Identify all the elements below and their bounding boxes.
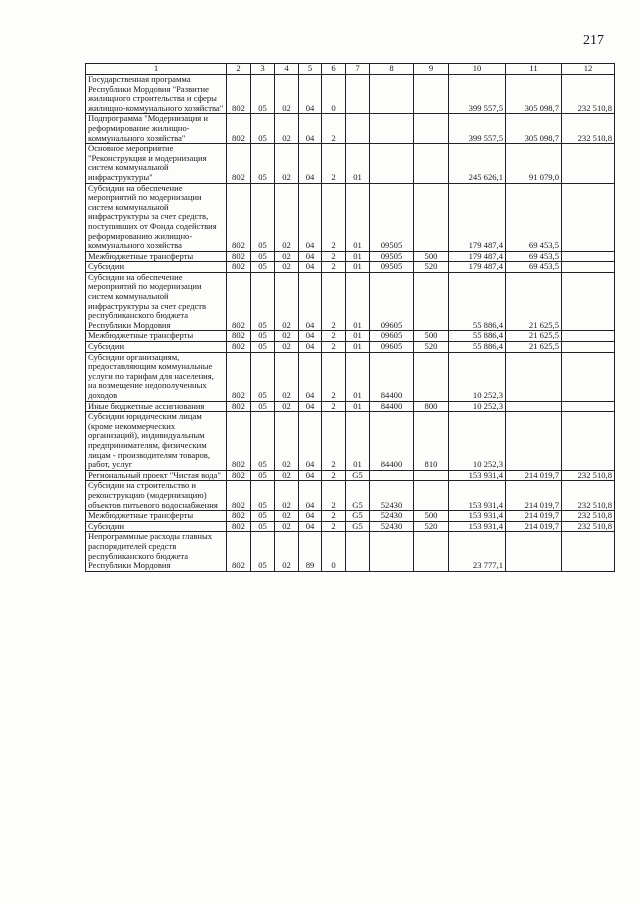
table-row [86, 183, 615, 251]
measure-code: 01 [346, 272, 370, 331]
chapter-code: 802 [227, 342, 251, 353]
direction-code: 09605 [370, 342, 414, 353]
subprogram-code: 0 [322, 532, 346, 571]
direction-code: 52430 [370, 521, 414, 532]
amount-year-2: 69 453,5 [506, 251, 562, 262]
amount-year-1: 55 886,4 [449, 342, 506, 353]
program-code: 04 [299, 470, 322, 481]
section-code: 05 [251, 401, 275, 412]
amount-year-3 [562, 331, 615, 342]
chapter-code: 802 [227, 331, 251, 342]
measure-code: 01 [346, 412, 370, 471]
table-header-row [86, 64, 615, 75]
program-code: 04 [299, 511, 322, 522]
table-row [86, 511, 615, 522]
amount-year-3: 232 510,8 [562, 521, 615, 532]
amount-year-1: 55 886,4 [449, 272, 506, 331]
direction-code [370, 532, 414, 571]
table-row [86, 412, 615, 471]
amount-year-3 [562, 342, 615, 353]
direction-code: 09605 [370, 272, 414, 331]
amount-year-3 [562, 144, 615, 183]
amount-year-3 [562, 352, 615, 401]
amount-year-3: 232 510,8 [562, 75, 615, 114]
expense-type-code: 500 [414, 511, 449, 522]
header-cell: 11 [506, 64, 562, 75]
program-code: 04 [299, 481, 322, 511]
expense-type-code: 500 [414, 331, 449, 342]
section-code: 05 [251, 342, 275, 353]
measure-code: G5 [346, 521, 370, 532]
expense-type-code [414, 144, 449, 183]
subsection-code: 02 [275, 251, 299, 262]
section-code: 05 [251, 470, 275, 481]
table-row [86, 352, 615, 401]
subsection-code: 02 [275, 114, 299, 144]
amount-year-1: 179 487,4 [449, 262, 506, 273]
measure-code [346, 75, 370, 114]
table-row [86, 481, 615, 511]
measure-code [346, 532, 370, 571]
subprogram-code: 2 [322, 183, 346, 251]
amount-year-2 [506, 412, 562, 471]
expense-type-code: 810 [414, 412, 449, 471]
item-name: Субсидии на строительство и реконструкцию (модернизацию) объектов питьевого водоснабжения [86, 481, 227, 511]
subprogram-code: 2 [322, 521, 346, 532]
direction-code [370, 144, 414, 183]
table-row [86, 114, 615, 144]
section-code: 05 [251, 481, 275, 511]
page-number: 217 [583, 33, 604, 48]
amount-year-1: 153 931,4 [449, 511, 506, 522]
amount-year-2: 21 625,5 [506, 331, 562, 342]
amount-year-1: 179 487,4 [449, 251, 506, 262]
measure-code: G5 [346, 470, 370, 481]
subprogram-code: 2 [322, 342, 346, 353]
subsection-code: 02 [275, 481, 299, 511]
subprogram-code: 2 [322, 352, 346, 401]
table-row [86, 342, 615, 353]
subsection-code: 02 [275, 511, 299, 522]
program-code: 04 [299, 401, 322, 412]
amount-year-1: 245 626,1 [449, 144, 506, 183]
table-row [86, 75, 615, 114]
chapter-code: 802 [227, 401, 251, 412]
direction-code [370, 114, 414, 144]
amount-year-2: 91 079,0 [506, 144, 562, 183]
program-code: 04 [299, 342, 322, 353]
chapter-code: 802 [227, 470, 251, 481]
header-cell: 3 [251, 64, 275, 75]
chapter-code: 802 [227, 75, 251, 114]
measure-code: G5 [346, 481, 370, 511]
amount-year-2 [506, 401, 562, 412]
direction-code: 09605 [370, 331, 414, 342]
subsection-code: 02 [275, 75, 299, 114]
measure-code: G5 [346, 511, 370, 522]
table-row [86, 521, 615, 532]
header-cell: 5 [299, 64, 322, 75]
expense-type-code [414, 75, 449, 114]
item-name: Субсидии на обеспечение мероприятий по модернизации систем коммунальной инфраструктуры за счет средств республиканского бюджета Республики Мордовия [86, 272, 227, 331]
chapter-code: 802 [227, 481, 251, 511]
item-name: Субсидии организациям, предоставляющим коммунальные услуги по тарифам для населения, на возмещение недополученных доходов [86, 352, 227, 401]
section-code: 05 [251, 262, 275, 273]
amount-year-3 [562, 183, 615, 251]
subsection-code: 02 [275, 262, 299, 273]
item-name: Субсидии [86, 262, 227, 273]
program-code: 04 [299, 412, 322, 471]
program-code: 89 [299, 532, 322, 571]
amount-year-2: 69 453,5 [506, 262, 562, 273]
header-cell: 9 [414, 64, 449, 75]
direction-code: 84400 [370, 352, 414, 401]
subprogram-code: 2 [322, 251, 346, 262]
section-code: 05 [251, 114, 275, 144]
expense-type-code [414, 352, 449, 401]
header-cell: 10 [449, 64, 506, 75]
item-name: Субсидии юридическим лицам (кроме некоммерческих организаций), индивидуальным предпринимателям, физическим лицам - производителям товаров, работ, услуг [86, 412, 227, 471]
chapter-code: 802 [227, 183, 251, 251]
program-code: 04 [299, 183, 322, 251]
section-code: 05 [251, 331, 275, 342]
chapter-code: 802 [227, 114, 251, 144]
amount-year-2: 214 019,7 [506, 470, 562, 481]
subprogram-code: 2 [322, 401, 346, 412]
direction-code: 84400 [370, 401, 414, 412]
section-code: 05 [251, 272, 275, 331]
item-name: Межбюджетные трансферты [86, 511, 227, 522]
expense-type-code: 800 [414, 401, 449, 412]
subprogram-code: 2 [322, 114, 346, 144]
subprogram-code: 2 [322, 144, 346, 183]
amount-year-3 [562, 272, 615, 331]
chapter-code: 802 [227, 532, 251, 571]
amount-year-1: 153 931,4 [449, 521, 506, 532]
measure-code: 01 [346, 262, 370, 273]
amount-year-1: 153 931,4 [449, 470, 506, 481]
subsection-code: 02 [275, 342, 299, 353]
table-row [86, 251, 615, 262]
subsection-code: 02 [275, 352, 299, 401]
program-code: 04 [299, 331, 322, 342]
program-code: 04 [299, 262, 322, 273]
expense-type-code [414, 272, 449, 331]
measure-code [346, 114, 370, 144]
amount-year-1: 399 557,5 [449, 75, 506, 114]
header-cell: 1 [86, 64, 227, 75]
program-code: 04 [299, 75, 322, 114]
chapter-code: 802 [227, 352, 251, 401]
expense-type-code: 520 [414, 262, 449, 273]
amount-year-1: 179 487,4 [449, 183, 506, 251]
section-code: 05 [251, 532, 275, 571]
item-name: Государственная программа Республики Мордовия "Развитие жилищного строительства и сферы жилищно-коммунального хозяйства" [86, 75, 227, 114]
section-code: 05 [251, 183, 275, 251]
program-code: 04 [299, 272, 322, 331]
amount-year-2: 69 453,5 [506, 183, 562, 251]
direction-code [370, 75, 414, 114]
amount-year-2: 305 098,7 [506, 75, 562, 114]
amount-year-2 [506, 532, 562, 571]
amount-year-2: 214 019,7 [506, 511, 562, 522]
direction-code: 52430 [370, 481, 414, 511]
section-code: 05 [251, 412, 275, 471]
subsection-code: 02 [275, 412, 299, 471]
chapter-code: 802 [227, 521, 251, 532]
subsection-code: 02 [275, 521, 299, 532]
table-row [86, 470, 615, 481]
amount-year-3: 232 510,8 [562, 114, 615, 144]
section-code: 05 [251, 352, 275, 401]
expense-type-code: 500 [414, 251, 449, 262]
chapter-code: 802 [227, 272, 251, 331]
amount-year-1: 10 252,3 [449, 412, 506, 471]
subprogram-code: 2 [322, 331, 346, 342]
program-code: 04 [299, 521, 322, 532]
amount-year-2: 21 625,5 [506, 272, 562, 331]
measure-code: 01 [346, 183, 370, 251]
item-name: Основное мероприятие "Реконструкция и модернизация систем коммунальной инфраструктуры" [86, 144, 227, 183]
measure-code: 01 [346, 251, 370, 262]
expense-type-code [414, 114, 449, 144]
program-code: 04 [299, 114, 322, 144]
section-code: 05 [251, 511, 275, 522]
subsection-code: 02 [275, 532, 299, 571]
amount-year-3 [562, 412, 615, 471]
measure-code: 01 [346, 342, 370, 353]
measure-code: 01 [346, 401, 370, 412]
table-row [86, 532, 615, 571]
amount-year-2 [506, 352, 562, 401]
table-row [86, 262, 615, 273]
expense-type-code [414, 470, 449, 481]
section-code: 05 [251, 144, 275, 183]
subprogram-code: 2 [322, 262, 346, 273]
subprogram-code: 2 [322, 470, 346, 481]
amount-year-1: 55 886,4 [449, 331, 506, 342]
section-code: 05 [251, 521, 275, 532]
amount-year-1: 153 931,4 [449, 481, 506, 511]
subprogram-code: 2 [322, 272, 346, 331]
amount-year-2: 214 019,7 [506, 521, 562, 532]
item-name: Подпрограмма "Модернизация и реформирование жилищно-коммунального хозяйства" [86, 114, 227, 144]
amount-year-3 [562, 262, 615, 273]
subprogram-code: 0 [322, 75, 346, 114]
direction-code: 09505 [370, 183, 414, 251]
measure-code: 01 [346, 331, 370, 342]
direction-code: 84400 [370, 412, 414, 471]
amount-year-1: 399 557,5 [449, 114, 506, 144]
program-code: 04 [299, 352, 322, 401]
program-code: 04 [299, 144, 322, 183]
chapter-code: 802 [227, 511, 251, 522]
subsection-code: 02 [275, 144, 299, 183]
amount-year-2: 305 098,7 [506, 114, 562, 144]
amount-year-3: 232 510,8 [562, 481, 615, 511]
item-name: Межбюджетные трансферты [86, 251, 227, 262]
chapter-code: 802 [227, 251, 251, 262]
section-code: 05 [251, 251, 275, 262]
subsection-code: 02 [275, 470, 299, 481]
subprogram-code: 2 [322, 412, 346, 471]
subsection-code: 02 [275, 331, 299, 342]
amount-year-1: 10 252,3 [449, 352, 506, 401]
header-cell: 6 [322, 64, 346, 75]
subprogram-code: 2 [322, 481, 346, 511]
subprogram-code: 2 [322, 511, 346, 522]
subsection-code: 02 [275, 183, 299, 251]
header-cell: 2 [227, 64, 251, 75]
item-name: Субсидии [86, 521, 227, 532]
section-code: 05 [251, 75, 275, 114]
amount-year-3: 232 510,8 [562, 511, 615, 522]
item-name: Непрограммные расходы главных распорядителей средств республиканского бюджета Республики Мордовия [86, 532, 227, 571]
item-name: Иные бюджетные ассигнования [86, 401, 227, 412]
amount-year-1: 23 777,1 [449, 532, 506, 571]
expense-type-code: 520 [414, 342, 449, 353]
measure-code: 01 [346, 352, 370, 401]
direction-code: 09505 [370, 251, 414, 262]
item-name: Региональный проект "Чистая вода" [86, 470, 227, 481]
expense-type-code [414, 183, 449, 251]
item-name: Субсидии [86, 342, 227, 353]
amount-year-1: 10 252,3 [449, 401, 506, 412]
header-cell: 4 [275, 64, 299, 75]
header-cell: 8 [370, 64, 414, 75]
item-name: Межбюджетные трансферты [86, 331, 227, 342]
amount-year-3 [562, 532, 615, 571]
direction-code: 52430 [370, 511, 414, 522]
amount-year-3: 232 510,8 [562, 470, 615, 481]
header-cell: 12 [562, 64, 615, 75]
expense-type-code [414, 532, 449, 571]
expense-type-code [414, 481, 449, 511]
amount-year-3 [562, 251, 615, 262]
amount-year-2: 21 625,5 [506, 342, 562, 353]
header-cell: 7 [346, 64, 370, 75]
direction-code: 09505 [370, 262, 414, 273]
table-row [86, 144, 615, 183]
amount-year-3 [562, 401, 615, 412]
chapter-code: 802 [227, 144, 251, 183]
chapter-code: 802 [227, 262, 251, 273]
subsection-code: 02 [275, 272, 299, 331]
table-row [86, 272, 615, 331]
subsection-code: 02 [275, 401, 299, 412]
amount-year-2: 214 019,7 [506, 481, 562, 511]
expense-type-code: 520 [414, 521, 449, 532]
item-name: Субсидии на обеспечение мероприятий по модернизации систем коммунальной инфраструктуры за счет средств, поступивших от Фонда содействия реформированию жилищно-коммунального хозяйства [86, 183, 227, 251]
table-row [86, 401, 615, 412]
program-code: 04 [299, 251, 322, 262]
chapter-code: 802 [227, 412, 251, 471]
budget-table [85, 63, 615, 572]
direction-code [370, 470, 414, 481]
table-row [86, 331, 615, 342]
measure-code: 01 [346, 144, 370, 183]
